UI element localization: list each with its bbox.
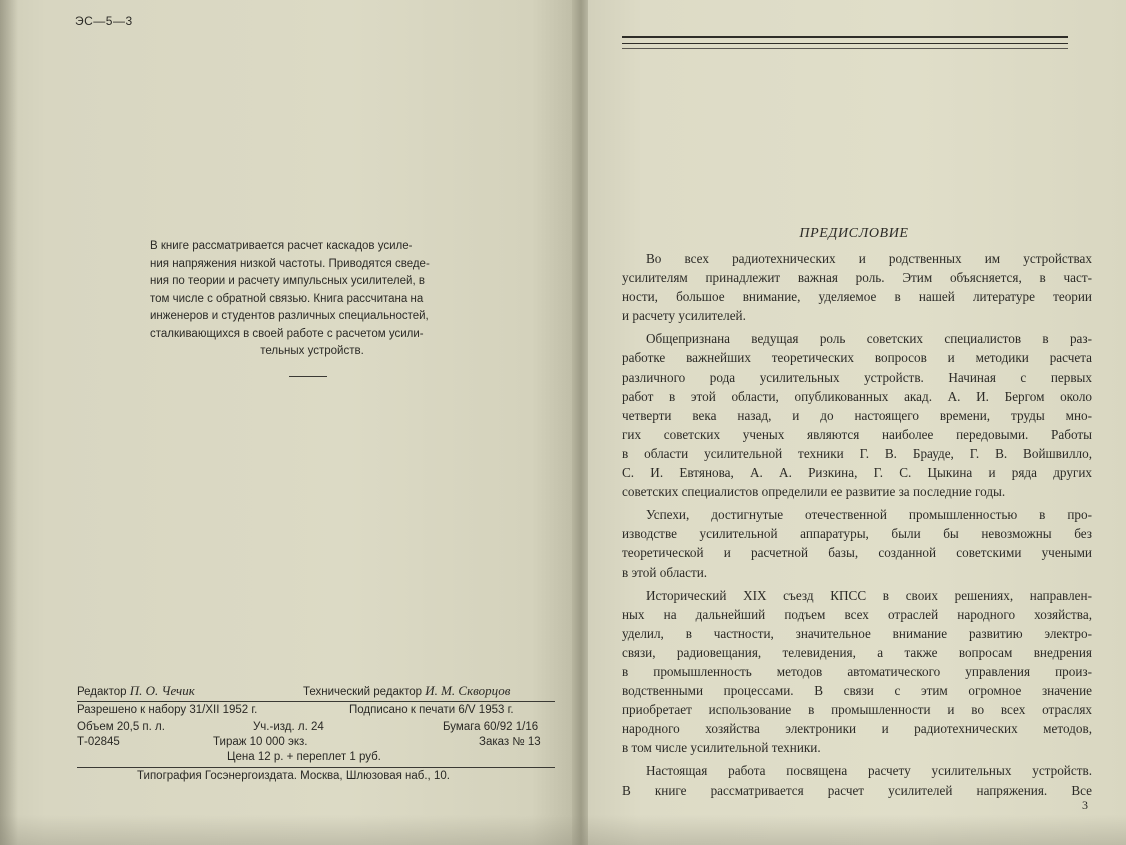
preface-paragraph	[622, 586, 1092, 758]
print-volume: Объем 20,5 п. л.	[77, 721, 165, 733]
printing-row	[77, 770, 555, 787]
edge-shadow	[0, 0, 18, 845]
text-line: в этой области.	[622, 564, 708, 580]
text-line: и расчету усилителей.	[622, 308, 746, 324]
publisher-sheets: Уч.-изд. л. 24	[253, 721, 324, 733]
annotation-line: ния напряжения низкой частоты. Приводятся сведе-	[150, 257, 430, 270]
text-line: различного рода усилительных устройств. Начиная с первых	[622, 369, 1092, 385]
annotation-line: ния по теории и расчету импульсных усилителей, в	[150, 275, 425, 287]
print-run: Тираж 10 000 экз.	[213, 736, 308, 748]
text-line: в промышленность методов автоматического управления произ-	[622, 663, 1092, 679]
volume-row	[77, 721, 555, 736]
text-line: С. И. Евтянова, А. А. Ризкина, Г. С. Цыкина и ряда других	[622, 465, 1092, 481]
price: Цена 12 р. + переплет 1 руб.	[227, 751, 381, 763]
preface-body	[622, 249, 1092, 804]
editor-label: Редактор	[77, 686, 127, 698]
text-line: Настоящая работа посвящена расчету усилительных устройств.	[646, 763, 1092, 779]
publication-code: ЭС—5—3	[75, 14, 133, 28]
imprint-rule	[77, 701, 555, 702]
text-line: теоретической и расчетной базы, созданной советскими учеными	[622, 545, 1092, 561]
printing-house: Типография Госэнергоиздата. Москва, Шлюзовая наб., 10.	[137, 770, 450, 782]
text-line: Исторический XIX съезд КПСС в своих решениях, направлен-	[646, 587, 1092, 603]
text-line: усилителям принадлежит важная роль. Этим объясняется, в част-	[622, 270, 1092, 286]
tech-editor-label: Технический редактор	[303, 686, 422, 698]
run-row	[77, 736, 555, 751]
preface-paragraph	[622, 329, 1092, 501]
preface-title: ПРЕДИСЛОВИЕ	[799, 226, 909, 241]
preface-paragraph	[622, 761, 1092, 799]
permit-code: Т-02845	[77, 736, 120, 748]
imprint-block	[77, 683, 555, 787]
text-line: советских специалистов определили ее развитие за последние годы.	[622, 484, 1006, 500]
text-line: водственными процессами. В связи с этим огромное значение	[622, 683, 1092, 699]
order-number: Заказ № 13	[479, 736, 541, 748]
text-line: ности, большое внимание, уделяемое в нашей литературе теории	[622, 289, 1092, 305]
text-line: ных на дальнейший подъем всех отраслей народного хозяйства,	[622, 606, 1092, 622]
text-line: приобретает использование в промышленности и во всех отраслях	[622, 702, 1092, 718]
annotation-line: инженеров и студентов различных специальностей,	[150, 310, 429, 322]
tech-editor-credit	[303, 683, 510, 699]
bottom-shadow	[0, 815, 1126, 845]
annotation-line: сталкивающихся в своей работе с расчетом усили-	[150, 327, 424, 340]
editor-credit	[77, 683, 195, 699]
text-line: работ в этой области, опубликованных акад. А. И. Бергом около	[622, 388, 1092, 404]
text-line: народного хозяйства электроники и радиотехнических методов,	[622, 721, 1092, 737]
text-line: в области усилительной техники Г. В. Брауде, Г. В. Войшвилло,	[622, 445, 1092, 461]
text-line: гих советских ученых являются наиболее передовыми. Работы	[622, 426, 1092, 442]
text-line: Во всех радиотехнических и родственных им устройствах	[646, 251, 1092, 266]
header-ornament-rule	[622, 34, 1068, 50]
text-line: Общепризнана ведущая роль советских специалистов в раз-	[646, 331, 1092, 347]
editors-row	[77, 683, 555, 700]
text-line: связи, радиовещания, телевидения, а также вопросам внедрения	[622, 644, 1092, 660]
annotation-line: тельных устройств.	[260, 345, 364, 357]
preface-paragraph	[622, 249, 1092, 325]
text-line: уделил, в частности, значительное внимание развитию электро-	[622, 625, 1092, 641]
approved-date: Разрешено к набору 31/XII 1952 г.	[77, 704, 258, 716]
separator-rule	[289, 376, 327, 377]
text-line: Успехи, достигнутые отечественной промышленностью в про-	[646, 507, 1092, 523]
text-line: изводстве усилительной аппаратуры, были бы невозможны без	[622, 526, 1092, 542]
editor-name: П. О. Чечик	[129, 683, 195, 698]
price-row	[77, 751, 555, 766]
page-number: 3	[1082, 798, 1088, 812]
annotation-line: В книге рассматривается расчет каскадов усиле-	[150, 240, 413, 252]
imprint-rule	[77, 767, 555, 768]
tech-editor-name: И. М. Скворцов	[425, 683, 511, 698]
text-line: В книге рассматривается расчет усилителей напряжения. Все	[622, 782, 1092, 798]
paper-format: Бумага 60/92 1/16	[443, 721, 539, 733]
preface-paragraph	[622, 505, 1092, 581]
book-annotation	[150, 238, 490, 361]
signed-date: Подписано к печати 6/V 1953 г.	[349, 704, 514, 716]
text-line: работке важнейших теоретических вопросов и методики расчета	[622, 350, 1092, 366]
text-line: четверти века назад, и до настоящего времени, труды мно-	[622, 407, 1092, 423]
dates-row	[77, 704, 555, 721]
text-line: в том числе усилительной техники.	[622, 740, 821, 756]
annotation-line: том числе с обратной связью. Книга рассчитана на	[150, 292, 424, 305]
